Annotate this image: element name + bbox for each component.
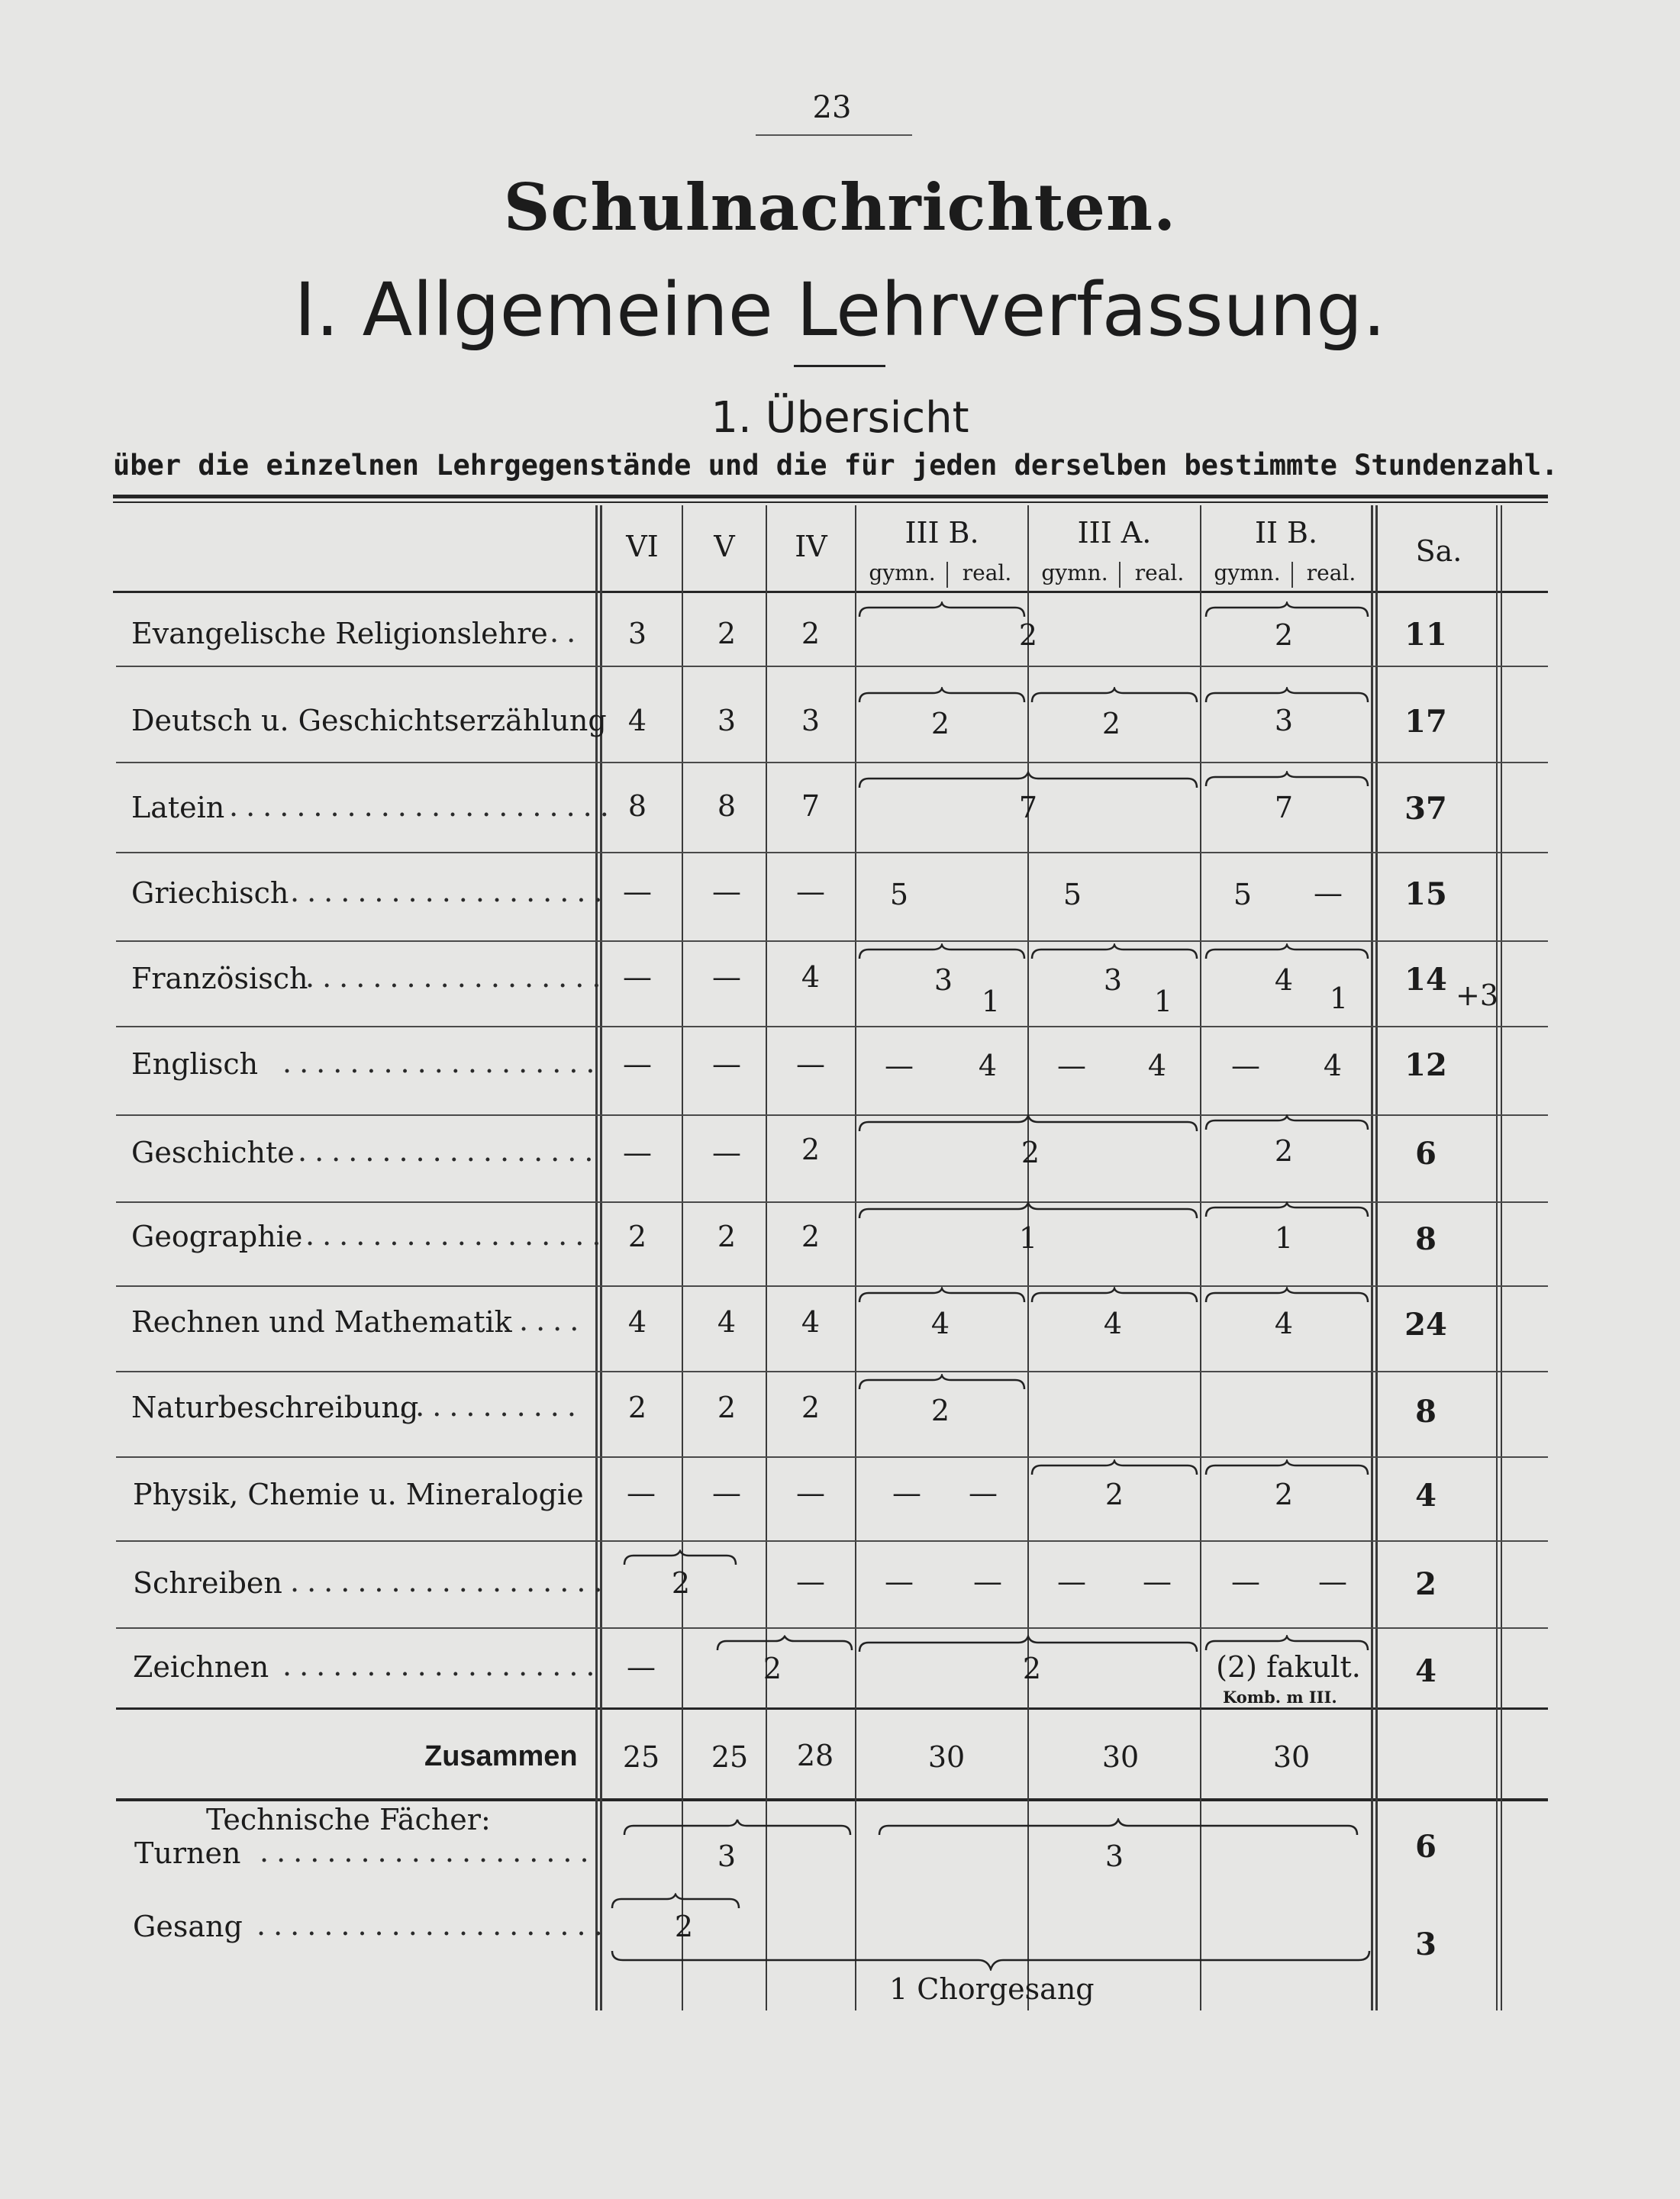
brace-deutsch-IIIB [858, 687, 1026, 704]
cell-value: 3 [717, 1839, 737, 1873]
leader-dots: ................... [290, 875, 611, 908]
col-header-IIIB: III B. [904, 516, 979, 550]
leader-dots: ................... [282, 1046, 603, 1079]
cell-value: — [969, 1476, 998, 1510]
brace-chorgesang [611, 1949, 1371, 1971]
total-value: 30 [1101, 1740, 1140, 1774]
leader-dots: ....................... [229, 789, 617, 823]
col-rule [1200, 505, 1201, 2010]
cell-value: — [885, 1049, 914, 1082]
col-rule [855, 505, 856, 2010]
leader-dots: .... [519, 1304, 587, 1337]
subcol-real: real. [1134, 560, 1185, 585]
subject-label: Evangelische Religionslehre [131, 617, 548, 650]
leader-dots: ................... [282, 1649, 603, 1682]
cell-value: 8 [627, 789, 647, 823]
cell-value: 4 [930, 1307, 950, 1340]
cell-value: — [1057, 1049, 1086, 1082]
cell-value: 2 [930, 1394, 950, 1427]
subcol-gymn: gymn. [1041, 560, 1108, 585]
subject-label: Schreiben [133, 1566, 282, 1600]
cell-value: 4 [1274, 963, 1294, 997]
header-rule [113, 591, 1548, 593]
col-header-sa: Sa. [1415, 534, 1462, 568]
total-value: 30 [927, 1740, 966, 1774]
cell-value: — [623, 1047, 652, 1081]
brace-zeichnen-IIB [1204, 1635, 1369, 1652]
brace-physik-IIIA [1030, 1459, 1198, 1476]
brace-franz-IIIB [858, 943, 1026, 960]
total-rule-bottom [116, 1798, 1548, 1801]
subject-label: Rechnen und Mathematik [131, 1305, 512, 1339]
technical-heading: Technische Fächer: [206, 1803, 491, 1836]
cell-value: 3 [801, 704, 821, 737]
cell-value: 2 [801, 1391, 821, 1424]
cell-value: 1 [1329, 982, 1349, 1015]
total-value: 28 [796, 1739, 834, 1772]
row-rule [116, 940, 1548, 942]
combination-note: Komb. m III. [1223, 1688, 1337, 1707]
row-rule [116, 852, 1548, 853]
cell-value: 7 [1018, 791, 1038, 824]
sum-value: 3 [1415, 1927, 1437, 1962]
cell-value: 2 [801, 617, 821, 650]
cell-value: 4 [1147, 1049, 1167, 1082]
cell-value: — [973, 1565, 1002, 1598]
cell-value: 3 [717, 704, 737, 737]
cell-value: 4 [627, 704, 647, 737]
cell-value: (2) fakult. [1216, 1650, 1361, 1684]
total-value: 30 [1272, 1740, 1311, 1774]
page-number: 23 [812, 90, 852, 125]
row-rule [116, 1371, 1548, 1372]
cell-value: — [627, 1476, 656, 1510]
sum-value: 17 [1404, 704, 1447, 740]
cell-value: — [623, 1136, 652, 1169]
cell-value: 4 [627, 1305, 647, 1339]
subject-label: Zeichnen [133, 1650, 269, 1684]
sum-value: 15 [1404, 876, 1447, 912]
row-rule [116, 1540, 1548, 1542]
cell-value: 2 [1274, 1478, 1294, 1511]
sum-value: 24 [1404, 1307, 1447, 1343]
brace-geschichte-IIB [1204, 1114, 1369, 1131]
subject-label: Griechisch [131, 876, 289, 910]
leader-dots: ............ [382, 1389, 584, 1423]
total-value: 25 [711, 1740, 749, 1774]
cell-value: — [796, 1047, 825, 1081]
subcol-rule [1119, 562, 1121, 588]
subcol-rule [946, 562, 948, 588]
total-label: Zusammen [424, 1740, 578, 1772]
cell-value: 3 [627, 617, 647, 650]
subject-label: Naturbeschreibung [131, 1391, 419, 1424]
cell-value: — [1057, 1565, 1086, 1598]
subcol-gymn: gymn. [1214, 560, 1281, 585]
col-rule [1027, 505, 1029, 2010]
brace-religion-IIB [1204, 601, 1369, 618]
leader-dots: .................. [298, 1134, 601, 1168]
cell-value: 2 [1022, 1652, 1042, 1685]
page-number-rule [756, 134, 912, 136]
cell-value: — [712, 1476, 741, 1510]
brace-geographie-III [858, 1201, 1198, 1220]
col-rule [682, 505, 683, 2010]
cell-value: — [1314, 876, 1343, 910]
brace-franz-IIB [1204, 943, 1369, 960]
subcol-real: real. [962, 560, 1012, 585]
brace-zeichnen-VIV [716, 1635, 853, 1652]
cell-value: 4 [1103, 1307, 1123, 1340]
cell-value: 2 [1274, 618, 1294, 652]
sum-value: 8 [1415, 1394, 1437, 1430]
row-rule [116, 762, 1548, 763]
cell-value: 3 [1274, 704, 1294, 737]
col-header-VI: VI [626, 530, 659, 563]
caption-rule-top [113, 495, 1548, 498]
cell-value: — [796, 1476, 825, 1510]
cell-value: — [623, 875, 652, 908]
cell-value: 3 [934, 963, 953, 997]
cell-value: 3 [1103, 963, 1123, 997]
choir-label: 1 Chorgesang [889, 1972, 1095, 2006]
cell-value: 4 [717, 1305, 737, 1339]
row-rule [116, 1026, 1548, 1027]
cell-value: 4 [1323, 1049, 1343, 1082]
cell-value: 2 [1018, 618, 1038, 652]
cell-value: 7 [1274, 791, 1294, 824]
col-rule [1375, 505, 1378, 2010]
cell-value: — [1318, 1565, 1347, 1598]
cell-value: 2 [671, 1566, 691, 1600]
cell-value: — [623, 960, 652, 994]
cell-value: 7 [801, 789, 821, 823]
sum-value: 2 [1415, 1566, 1437, 1602]
brace-latein-III [858, 771, 1198, 789]
cell-value: 4 [801, 1305, 821, 1339]
cell-value: — [712, 1047, 741, 1081]
leader-dots: ..................... [256, 1908, 611, 1942]
leader-dots: .................... [260, 1835, 597, 1869]
cell-value: — [796, 1565, 825, 1598]
cell-value: — [796, 875, 825, 908]
cell-value: 5 [1062, 878, 1082, 911]
subtitle-rule [794, 365, 885, 367]
brace-rechnen-IIB [1204, 1287, 1369, 1304]
col-header-IIB: II B. [1254, 516, 1318, 550]
brace-geographie-IIB [1204, 1201, 1369, 1218]
cell-value: 2 [627, 1391, 647, 1424]
sum-value: 4 [1415, 1653, 1437, 1689]
cell-value: 2 [717, 617, 737, 650]
col-rule [1501, 505, 1502, 2010]
leader-dots: .................. [305, 1218, 609, 1252]
col-rule [1371, 505, 1373, 2010]
cell-value: 1 [1153, 985, 1173, 1018]
cell-value: — [892, 1476, 921, 1510]
subject-label: Turnen [134, 1836, 241, 1870]
sum-value: 11 [1404, 617, 1447, 653]
brace-zeichnen-III [858, 1635, 1198, 1653]
leader-dots: .................. [305, 960, 609, 994]
row-rule [116, 1627, 1548, 1629]
cell-value: 2 [801, 1133, 821, 1166]
subject-label: Deutsch u. Geschichtserzählung [131, 704, 607, 737]
cell-value: 4 [801, 960, 821, 994]
cell-value: 2 [763, 1652, 782, 1685]
cell-value: — [627, 1650, 656, 1684]
col-header-V: V [714, 530, 735, 563]
brace-rechnen-IIIB [858, 1287, 1026, 1304]
cell-value: — [1231, 1049, 1260, 1082]
cell-value: 5 [1233, 878, 1253, 911]
subcol-gymn: gymn. [869, 560, 936, 585]
cell-value: 1 [1274, 1221, 1294, 1255]
cell-value: 2 [801, 1220, 821, 1253]
col-rule [766, 505, 767, 2010]
cell-value: 1 [981, 985, 1001, 1018]
cell-value: — [712, 875, 741, 908]
section-caption: über die einzelnen Lehrgegenstände und die für jeden derselben bestimmte Stundenzahl. [113, 449, 1559, 482]
col-header-IIIA: III A. [1077, 516, 1152, 550]
leader-dots: .. [550, 615, 584, 649]
cell-value: 2 [1021, 1136, 1040, 1169]
brace-geschichte-III [858, 1114, 1198, 1133]
section-heading: 1. Übersicht [711, 393, 969, 443]
caption-rule-bottom [113, 501, 1548, 503]
cell-value: 2 [1101, 707, 1121, 740]
subject-label: Latein [131, 791, 225, 824]
subject-label: Geschichte [131, 1136, 295, 1169]
cell-value: 4 [978, 1049, 998, 1082]
row-rule [116, 666, 1548, 667]
subject-label: Englisch [131, 1047, 259, 1081]
brace-franz-IIIA [1030, 943, 1198, 960]
cell-value: 2 [717, 1220, 737, 1253]
row-rule [116, 1456, 1548, 1458]
brace-religion-IIIB [858, 601, 1026, 618]
cell-value: 2 [930, 707, 950, 740]
cell-value: 2 [717, 1391, 737, 1424]
subcol-rule [1291, 562, 1293, 588]
cell-value: 2 [674, 1910, 694, 1943]
sum-value: 6 [1415, 1829, 1437, 1865]
brace-natur-IIIB [858, 1374, 1026, 1391]
brace-turnen-lower [623, 1818, 852, 1836]
brace-latein-IIB [1204, 771, 1369, 788]
cell-value: 8 [717, 789, 737, 823]
subcol-real: real. [1306, 560, 1356, 585]
cell-value: — [712, 960, 741, 994]
cell-value: 2 [1104, 1478, 1124, 1511]
brace-physik-IIB [1204, 1459, 1369, 1476]
brace-deutsch-IIB [1204, 687, 1369, 704]
brace-deutsch-IIIA [1030, 687, 1198, 704]
cell-value: 3 [1104, 1839, 1124, 1873]
brace-gesang-lower [611, 1893, 740, 1910]
subject-label: Französisch [131, 962, 308, 995]
subject-label: Geographie [131, 1220, 303, 1253]
document-subtitle: I. Allgemeine Lehrverfassung. [294, 267, 1386, 353]
sum-value: 4 [1415, 1478, 1437, 1514]
cell-value: — [1143, 1565, 1172, 1598]
cell-value: 4 [1274, 1307, 1294, 1340]
cell-value: 1 [1018, 1221, 1038, 1255]
cell-value: 2 [627, 1220, 647, 1253]
col-rule [1496, 505, 1498, 2010]
cell-value: 5 [889, 878, 909, 911]
cell-value: — [1231, 1565, 1260, 1598]
subject-label: Gesang [133, 1910, 243, 1943]
sum-value: 14 [1404, 962, 1447, 998]
document-title: Schulnachrichten. [503, 169, 1177, 245]
total-rule-top [116, 1707, 1548, 1710]
brace-turnen-upper [878, 1818, 1359, 1836]
cell-value: — [712, 1136, 741, 1169]
extra-value: +3 [1455, 979, 1499, 1012]
brace-rechnen-IIIA [1030, 1287, 1198, 1304]
sum-value: 8 [1415, 1221, 1437, 1257]
col-header-IV: IV [795, 530, 827, 563]
cell-value: — [885, 1565, 914, 1598]
leader-dots: ................... [290, 1565, 611, 1598]
cell-value: 2 [1274, 1134, 1294, 1168]
sum-value: 6 [1415, 1136, 1437, 1172]
sum-value: 12 [1404, 1047, 1447, 1083]
brace-schreiben-VIV [623, 1549, 737, 1566]
total-value: 25 [622, 1740, 660, 1774]
sum-value: 37 [1404, 791, 1447, 827]
subject-label: Physik, Chemie u. Mineralogie [133, 1478, 584, 1511]
